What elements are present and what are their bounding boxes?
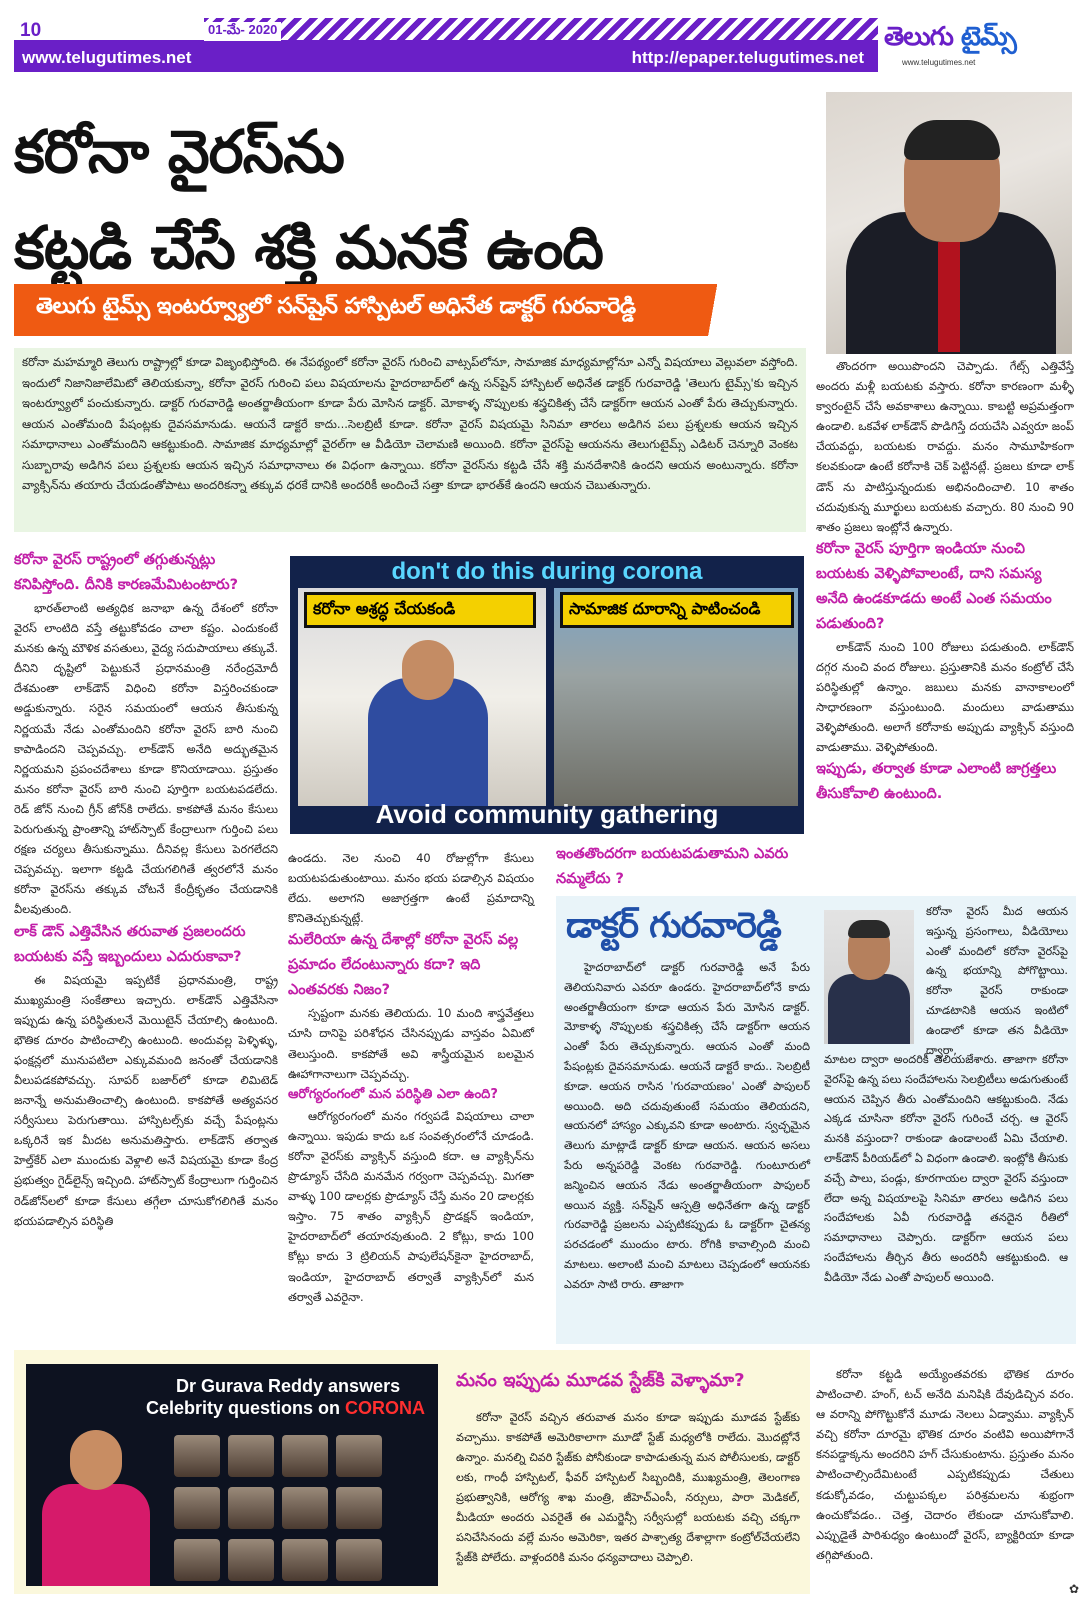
question-6: కరోనా వైరస్ పూర్తిగా ఇండియా నుంచి బయటకు వెళ్ళిపోవాలంటే, దాని సమస్య అనేది ఉండకూడదు అంటే ఎంత సమయం పడుతుంది? xyxy=(816,540,1052,632)
answer-5: తొందరగా అయిపొందని చెప్పాడు. గేట్స్ ఎత్తివేస్తే అందరు మళ్లీ బయటకు వస్తారు. కరోనా కారణంగా మళ్ళీ క్వారంటైన్ చేసే అవకాశాలు ఉన్నాయి. కాబట్టి అప్రమత్తంగా ఉండాలి. ఒకవేళ లాక్‌డౌన్ పొడిగిస్తే దయచేసి ఎవ్వరూ జంప్ చేయవద్దు, బయటకు రావద్దు. మనం సామూహికంగా కలవకుండా ఉంటే కరోనాకి చెక్ పెట్టినట్లే. ప్రజలు కూడా లాక్ డౌన్ ను పాటిస్తున్నందుకు అభినందించాలి. 10 శాతం చదువుకున్న మూర్ఖులు బయటకు వచ్చారు. 80 నుంచి 90 శాతం ప్రజలు ఇంట్లోనే ఉన్నారు. xyxy=(816,359,1074,534)
profile-box xyxy=(556,896,1076,1344)
headline xyxy=(14,104,804,296)
question-1: కరోనా వైరస్ రాష్ట్రంలో తగ్గుతున్నట్లు కనిపిస్తోంది. దీనికి కారణమేమిటంటారు? xyxy=(14,552,239,593)
profile-text-right-continued: మాటల ద్వారా అందరికీ తెలియజేశారు. తాజాగా కరోనా వైరస్‌పై ఉన్న పలు సందేహాలను సెలబ్రిటీలు అడుగుతుంటే ఆయన చెప్పిన తీరు ఎంతోమందిని ఆకట్టుకుంది. నేడు ఎక్కడ చూసినా కరోనా వైరస్ గురించే చర్చ. ఆ వైరస్ మనకి వస్తుందా? రాకుండా ఉండాలంటే ఏమి చేయాలి. లాక్‌డౌన్ పీరియడ్‌లో ఏ విధంగా ఉండాలి. ఇంట్లోకి తీసుకు వచ్చే పాలు, పండ్లు, కూరగాయల ద్వారా వైరస్ వస్తుందా లేదా అన్న విషయాలపై సినిమా తారలు అడిగిన పలు సందేహాలకు ఏవీ గురవారెడ్డి తనదైన రీతిలో సమాధానాలు చెప్పారు. డాక్టర్‌గా ఆయన పలు సందేహాలను తీర్చిన తీరు అందరినీ ఆకట్టుకుంది. ఆ వీడియో నేడు ఎంతో పాపులర్ అయింది. xyxy=(824,1053,1068,1284)
answer-2: ఈ విషయమై ఇప్పటికే ప్రధానమంత్రి, రాష్ట్ర ముఖ్యమంత్రి సంకేతాలు ఇచ్చారు. లాక్‌డౌన్ ఎత్తివేసినా ఇప్పుడు ఉన్న పరిస్థితులనే మెయిటైన్ చేయాల్సి ఉంటుంది. భౌతిక దూరం పాటించాల్సి ఉంటుంది. అందువల్ల పెళ్ళిళ్ళు, ఫంక్షన్లలో మునుపటిలా ఎక్కువమంది జనంతో చేయడానికి వీలుపడకపోవచ్చు. సూపర్ బజార్‌లో కూడా లిమిటెడ్ జనాన్నే అనుమతించాల్సి ఉంటుంది. కాకపోతే అత్యవసర సర్వీసులు పెరుగుతాయి. హాస్పిటల్స్‌కు వచ్చే పేషంట్లను ఒక్కరినే ఇక మీదట అనుమతిస్తారు. లాక్‌డౌన్ తర్వాత హెల్త్‌కేర్ ఎలా ముందుకు వెళ్లాలి అనే విషయమై కూడా కేంద్ర ప్రభుత్వం గైడ్‌లైన్స్ ఇచ్చింది. హాట్‌స్పాట్ కేంద్రాలుగా గుర్తించిన రెడ్‌జోన్‌లలో కూడా కేసులు తగ్గేలా చూసుకోగలిగితే మనం భయపడాల్సిన పరిస్థితి xyxy=(14,972,278,1228)
logo xyxy=(882,20,1074,72)
celebrity-title-2a: Celebrity questions on xyxy=(146,1398,346,1418)
answer-8-paragraph: కరోనా వైరస్ వచ్చిన తరువాత మనం కూడా ఇప్పుడు మూడవ స్టేజ్‌కు వచ్చాము. కాకపోతే అమెరికాలాగా మూడో స్టేజ్ మధ్యలోకి రాలేదు. మొదట్లోనే ఉన్నాం. మనల్ని చివరి స్టేజ్‌కు పోనీకుండా కాపాడుతున్న మన పోలీసులకు, డాక్టర్ లకు, గాంధీ హాస్పిటల్, ఫీవర్ హాస్పిటల్ సిబ్బందికి, ముఖ్యమంత్రి, తెలంగాణ ప్రభుత్వానికి, ఆరోగ్య శాఖ మంత్రి, జీహెచ్ఎంసీ, నర్సులు, పారా మెడికల్, మీడియా అందరు ఎవరైతే ఈ ఎమర్జెన్సీ సర్వీసుల్లో బయటకు వచ్చి చక్కగా పనిచేసినందు వల్లే మనం అమెరికా, ఇతర పాశ్చాత్య దేశాల్లాగా కంట్రోల్‌చేయలేని స్టేజ్‌కి పోలేదు. వాళ్లందరికి మనం ధన్యవాదాలు చెప్పాలి. xyxy=(456,1411,800,1564)
profile-title: డాక్టర్ గురవారెడ్డి xyxy=(566,906,781,946)
question-2: లాక్ డౌన్ ఎత్తివేసిన తరువాత ప్రజలందరు బయటకు వస్తే ఇబ్బందులు ఎదురుకావా? xyxy=(14,923,246,965)
answer-8 xyxy=(448,1404,808,1590)
intro-paragraph: కరోనా మహమ్మారి తెలుగు రాష్ట్రాల్లో కూడా విజృంభిస్తోంది. ఈ నేపథ్యంలో కరోనా వైరస్ గురించి వాట్సప్‌లోనూ, సామాజిక మాధ్యమాల్లోనూ ఎన్నో విషయాలు వెల్లువలా వస్తోంది. ఇందులో నిజానిజాలేమిటో తెలియకున్నా, కరోనా వైరస్ గురించి పలు విషయాలను హైదరాబాద్‌లో ఉన్న సన్‌షైన్ హాస్పిటల్ అధినేత డాక్టర్ గురవారెడ్డి 'తెలుగు టైమ్స్'కు ఇచ్చిన ఇంటర్వ్యూలో పంచుకున్నారు. డాక్టర్ గురవారెడ్డి అంతర్జాతీయంగా కూడా పేరు మోసిన డాక్టర్. మోకాళ్ళ నొప్పులకు శస్త్రచికిత్స చేసే డాక్టర్‌గా ఆయన ఎంతో పేరు తెచ్చుకున్నారు. ఆయన ఎంతోమంది పేషంట్లకు దైవసమానుడు. ఆయనే డాక్టరే కాదు...సెలబ్రిటీ కూడా. కరోనా వైరస్ విషయమై సినిమా తారలు అడిగిన పలు ప్రశ్నలకు ఆయన ఇచ్చిన సమాధానాలు ఎంతోమందిని ఆకట్టుకుంది. సామాజిక మాధ్యమాల్లో వైరల్‌గా ఆ వీడియో చెలామణి అయింది. కరోనా వైరస్‌పై ఆయనను తెలుగుటైమ్స్ ఎడిటర్ చెన్నూరి వెంకట సుబ్బారావు అడిగిన పలు ప్రశ్నలకు ఆయన ఇచ్చిన సమాధానాలు ఈ విధంగా ఉన్నాయి. కరోనా వైరస్‌ను కట్టడి చేసే శక్తి మనదేశానికి ఉందని ఆయన అంటున్నారు. కరోనా వ్యాక్సిన్‌ను తయారు చేయడంతోపాటు అందరికన్నా తక్కువ ధరకే దానికి అందరికీ అందించే సత్తా కూడా భారత్‌కే ఉందని ఆయన చెబుతున్నారు. xyxy=(14,348,806,532)
issue-date: 01-మే- 2020 xyxy=(204,22,281,41)
celebrity-faces-grid xyxy=(170,1432,432,1586)
question-4: ఆరోగ్యరంగంలో మన పరిస్థితి ఎలా ఉంది? xyxy=(288,1086,498,1102)
question-3: మలేరియా ఉన్న దేశాల్లో కరోనా వైరస్ వల్ల ప్రమాదం లేదంటున్నారు కదా? ఇది ఎంతవరకు నిజం? xyxy=(288,932,519,999)
profile-text-left xyxy=(564,958,810,1295)
column-middle xyxy=(288,848,534,1307)
column-right xyxy=(816,356,1074,807)
question-5: ఇంతతొందరగా బయటపడుతామని ఎవరు నమ్మలేదు ? xyxy=(556,846,789,887)
column-bottom-right xyxy=(816,1364,1074,1565)
doctor-photo-small xyxy=(824,910,914,1044)
headline-line-2: కట్టడి చేసే శక్తి మనకే ఉంది xyxy=(14,213,603,282)
logo-text-1: తెలుగు xyxy=(884,22,953,52)
headline-line-1: కరోనా వైరస్‌ను xyxy=(14,117,344,186)
profile-text-right: కరోనా వైరస్ మీద ఆయన ఇస్తున్న ప్రసంగాలు, వీడియోలు ఎంతో మందిలో కరోనా వైరస్‌పై ఉన్న భయాన్ని పోగొట్టాయి. కరోనా వైరస్ రాకుండా చూడటానికి ఆయన ఇంటిలో ఉండాలో కూడా తన వీడియో ద్వారా, xyxy=(926,905,1068,1057)
image-label-right: సామాజిక దూరాన్ని పాటించండి xyxy=(560,592,794,628)
doctor-figure xyxy=(36,1420,156,1586)
site-url-right[interactable]: http://epaper.telugutimes.net xyxy=(631,48,864,67)
image-caption: Avoid community gathering xyxy=(375,799,719,829)
celebrity-title-1: Dr Gurava Reddy answers xyxy=(176,1376,401,1396)
masthead-mask xyxy=(14,18,204,40)
profile-paragraph: హైదరాబాద్‌లో డాక్టర్ గురవారెడ్డి అనే పేరు తెలియనివారు ఎవరూ ఉండరు. హైదరాబాద్‌లోనే కాదు అంతర్జాతీయంగా కూడా ఆయన పేరు మోసిన డాక్టర్. మోకాళ్ళ నొప్పులకు శస్త్రచికిత్స చేసే డాక్టర్‌గా ఆయన ఎంతో పేరు తెచ్చుకున్నారు. ఆయన ఎంతో మంది పేషంట్లకు దైవసమానుడు. ఆయనే డాక్టరే కాదు.. సెలబ్రిటీ కూడా. ఆయన రాసిన 'గురవాయణం' ఎంతో పాపులర్ అయింది. అది చదువుతుంటే సమయం తెలియదని, ఆయనలో హాస్యం ఎక్కువని కూడా అంటారు. స్వచ్ఛమైన తెలుగు మాట్లాడే డాక్టర్ కూడా ఆయన. ఆయన అసలు పేరు అన్నపరెడ్డి వెంకట గురవారెడ్డి. గుంటూరులో జన్మించిన ఆయన నేడు అంతర్జాతీయంగా పాపులర్ అయిన వ్యక్తి. సన్‌షైన్ ఆస్పత్రి అధినేతగా ఉన్న డాక్టర్ గురవారెడ్డి ప్రజలను ఎప్పటికప్పుడు ఓ డాక్టర్‌గా చైతన్య పరచడంలో ముందుం టారు. రోగికి కావాల్సింది మంచి మాటలు. అలాంటి మంచి మాటలు చెప్పడంలో ఆయనకు ఎవరూ సాటి రారు. తాజాగా xyxy=(564,961,810,1291)
image-label-left: కరోనా అశ్రద్ధ చేయకండి xyxy=(304,592,536,628)
logo-subtitle: www.telugutimes.net xyxy=(902,58,976,67)
answer-1: భారత్‌లాంటి అత్యధిక జనాభా ఉన్న దేశంలో కరోనా వైరస్ లాంటిది వస్తే తట్టుకోవడం చాలా కష్టం. ఎందుకంటే మనకు ఉన్న మౌళిక వసతులు, వైద్య సదుపాయాలు తక్కువే. దీనిని దృష్టిలో పెట్టుకునే ప్రధానమంత్రి నరేంద్రమోదీ దేశమంతా లాక్‌డౌన్ విధించి కరోనా విస్తరించకుండా అడ్డుకున్నారు. సరైన సమయంలో ఆయన తీసుకున్న నిర్ణయమే నేడు ఎంతోమందిని కరోనా వైరస్ బారి నుంచి కాపాడిందని చెప్పవచ్చు. లాక్‌డౌన్ అనేది అద్భుతమైన నిర్ణయమని ప్రపంచదేశాలు కూడా కొనియాడాయి. ప్రస్తుతం మనం కరోనా వైరస్ బారి నుంచి పూర్తిగా బయటపడలేదు. రెడ్ జోన్ నుంచి గ్రీన్ జోన్‌కి రాలేదు. కాకపోతే మనం కేసులు పెరుగుతున్న ప్రాంతాన్ని హాట్‌స్పాట్ కేంద్రాలుగా గుర్తించి పలు రక్షణ చర్యలు తీసుకున్నాము. దీనివల్ల కేసులు పెరగలేదని చెప్పవచ్చు. ఇలాగా కట్టడి చేయగలిగితే త్వరలోనే మనం కరోనా వైరస్‌ను తక్కువ చోటనే కేంద్రీకృతం చేయడానికి వీలవుతుంది. xyxy=(14,601,278,917)
question-7: ఇప్పుడు, తర్వాత కూడా ఎలాంటి జాగ్రత్తలు తీసుకోవాలి ఉంటుంది. xyxy=(816,761,1057,803)
page-number: 10 xyxy=(20,20,42,41)
image-banner: don't do this during corona xyxy=(391,558,703,585)
logo-text-2: టైమ్స్ xyxy=(960,22,1016,52)
column-left xyxy=(14,548,278,1231)
subheadline: తెలుగు టైమ్స్ ఇంటర్వ్యూలో సన్‌షైన్ హాస్పిటల్ అధినేత డాక్టర్ గురవారెడ్డి xyxy=(36,294,636,319)
answer-4: ఆరోగ్యరంగంలో మనం గర్వపడే విషయాలు చాలా ఉన్నాయి. ఇపుడు కాదు ఒక సంవత్సరంలోనే చూడండి. కరోనా వైరస్‌కు వ్యాక్సిన్ వస్తుంది కదా. ఆ వ్యాక్సిన్‌ను ప్రొడ్యూస్ చేసేది మనమేన గర్వంగా చెప్పవచ్చు. మిగతా వాళ్ళు 100 డాలర్లకు ప్రొడ్యూస్ చేస్తే మనం 20 డాలర్లకు ఇస్తాం. 75 శాతం వ్యాక్సిన్ ప్రొడక్షన్ ఇండియా, హైదరాబాద్‌లో తయారవుతుంది. 2 కోట్లు, కాదు 100 కోట్లు కాదు 3 ట్రిలియన్ పాపులేషన్‌కైనా హైదరాబాద్, ఇండియా, హైదరాబాద్ తర్వాతే వ్యాక్సిన్‌లో మన తర్వాతే ఎవరైనా. xyxy=(288,1108,534,1304)
answer-3: స్పష్టంగా మనకు తెలియదు. 10 మంది శాస్త్రవేత్తలు చూసి దానిపై పరిశోధన చేసినప్పుడు వాస్తవం ఏమిటో తెలుస్తుంది. కాకపోతే అవి శాస్త్రీయమైన బలమైన ఊహాగానాలుగా చెప్పవచ్చు. xyxy=(288,1006,534,1081)
doctor-photo-large xyxy=(826,92,1072,354)
corona-awareness-image xyxy=(290,556,804,834)
question-8: మనం ఇప్పుడు మూడవ స్టేజ్‌కి వెళ్ళామా? xyxy=(456,1370,745,1391)
answer-6: లాక్‌డౌన్ నుంచి 100 రోజులు పడుతుంది. లాక్‌డౌన్ దగ్గర నుంచి వంద రోజులు. ప్రస్తుతానికి మనం కంట్రోల్ చేసే పరిస్థితుల్లో ఉన్నాం. జబులు మనకు వానాకాలంలో సాధారణంగా వస్తుంటుంది. మందులు వాడుతాము వెళ్ళిపోతుంది. అలాగే కరోనాకు అప్పుడు వ్యాక్సిన్ వస్తుంది వాడుతాము. వెళ్ళిపోతుంది. xyxy=(816,639,1074,755)
masthead xyxy=(14,18,878,72)
closing-paragraph: కరోనా కట్టడి అయ్యేంతవరకు భౌతిక దూరం పాటించాలి. హంగ్, టచ్ అనేది మనిషికి దేవుడిచ్చిన వరం. ఆ వరాన్ని పోగొట్టుకోనే మూడు నెలలు ఏడ్వాము. వ్యాక్సిన్ వచ్చి కరోనా దూరమై భౌతిక దూరం వంటివి అయిపోగానే కనపడ్డాక్కను అందరిని హగ్ చేసుకుంటాను. ప్రస్తుతం మనం పాటించాల్సిందేమిటంటే ఎప్పటికప్పుడు చేతులు కడుక్కోవడం, చుట్టుపక్కల పరిశ్రమలను శుభ్రంగా ఉంచుకోవడం.. చెత్త, చెదారం లేకుండా చూసుకోవాలి. ఎప్పుడైతే పారిశుధ్యం ఉంటుందో వైరస్, బ్యాక్టిరియా కూడా తగ్గిపోతుంది. xyxy=(816,1367,1074,1562)
celebrity-video-image xyxy=(26,1364,438,1586)
site-url-left[interactable]: www.telugutimes.net xyxy=(22,48,192,67)
question-under-image xyxy=(556,842,796,892)
celebrity-title-2 xyxy=(146,1398,425,1419)
answer-2-cont: ఉండదు. నెల నుంచి 40 రోజుల్లోగా కేసులు బయటపడుతుంటాయి. మనం భయ పడాల్సిన విషయం లేదు. అలాగని అజాగ్రత్తగా ఉంటే ప్రమాదాన్ని కొనితెచ్చుకున్నట్లే. xyxy=(288,851,534,926)
subheadline-banner xyxy=(14,284,804,336)
celebrity-title-2b: CORONA xyxy=(345,1398,426,1418)
page-corner-icon: ✿ xyxy=(1068,1582,1079,1596)
